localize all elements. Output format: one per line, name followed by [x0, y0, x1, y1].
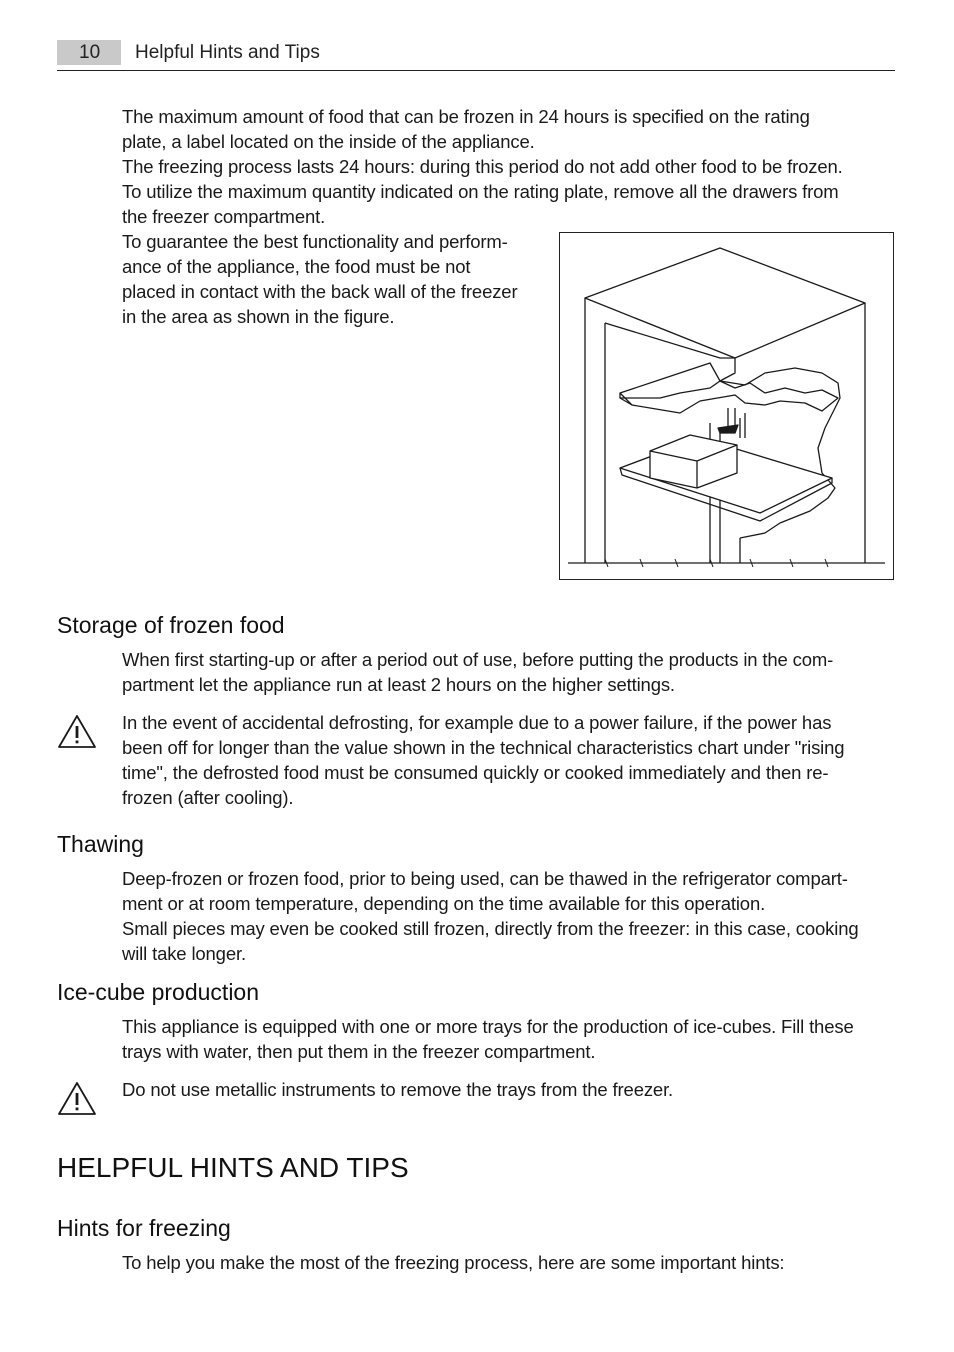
heading-icecube: Ice-cube production [57, 979, 260, 1005]
heading-thawing: Thawing [57, 831, 144, 857]
thawing-line: Deep-frozen or frozen food, prior to being used, can be thawed in the refrigerator compart- [122, 868, 848, 889]
hints-line: To help you make the most of the freezing process, here are some important hints: [122, 1252, 785, 1273]
intro-line: placed in contact with the back wall of the freezer [122, 281, 518, 302]
running-title: Helpful Hints and Tips [135, 42, 320, 63]
thawing-line: Small pieces may even be cooked still frozen, directly from the freezer: in this case, cooking [122, 918, 859, 939]
intro-line: in the area as shown in the figure. [122, 306, 395, 327]
heading-hints: Hints for freezing [57, 1215, 231, 1241]
thawing-line: ment or at room temperature, depending on the time available for this operation. [122, 893, 766, 914]
page-number: 10 [57, 40, 121, 65]
intro-line: plate, a label located on the inside of the appliance. [122, 131, 535, 152]
intro-line: To utilize the maximum quantity indicated on the rating plate, remove all the drawers from [122, 181, 839, 202]
storage-warning-line: been off for longer than the value shown in the technical characteristics chart under "rising [122, 737, 845, 758]
intro-line: The freezing process lasts 24 hours: during this period do not add other food to be frozen. [122, 156, 843, 177]
warning-triangle-icon [57, 1080, 97, 1116]
intro-line: The maximum amount of food that can be frozen in 24 hours is specified on the rating [122, 106, 810, 127]
storage-warning-line: time", the defrosted food must be consumed quickly or cooked immediately and then re- [122, 762, 829, 783]
section-title: HELPFUL HINTS AND TIPS [57, 1152, 409, 1183]
freezer-illustration [559, 232, 894, 580]
storage-warning-line: In the event of accidental defrosting, for example due to a power failure, if the power has [122, 712, 832, 733]
intro-line: To guarantee the best functionality and perform- [122, 231, 508, 252]
icecube-line: This appliance is equipped with one or more trays for the production of ice-cubes. Fill these [122, 1016, 854, 1037]
storage-warning-line: frozen (after cooling). [122, 787, 294, 808]
storage-line: When first starting-up or after a period out of use, before putting the products in the com- [122, 649, 834, 670]
thawing-line: will take longer. [122, 943, 246, 964]
icecube-warning-line: Do not use metallic instruments to remove the trays from the freezer. [122, 1079, 674, 1100]
warning-triangle-icon [57, 713, 97, 749]
page-header [57, 40, 895, 71]
icecube-line: trays with water, then put them in the freezer compartment. [122, 1041, 596, 1062]
storage-line: partment let the appliance run at least 2 hours on the higher settings. [122, 674, 675, 695]
intro-line: the freezer compartment. [122, 206, 326, 227]
intro-line: ance of the appliance, the food must be not [122, 256, 471, 277]
heading-storage: Storage of frozen food [57, 612, 285, 638]
